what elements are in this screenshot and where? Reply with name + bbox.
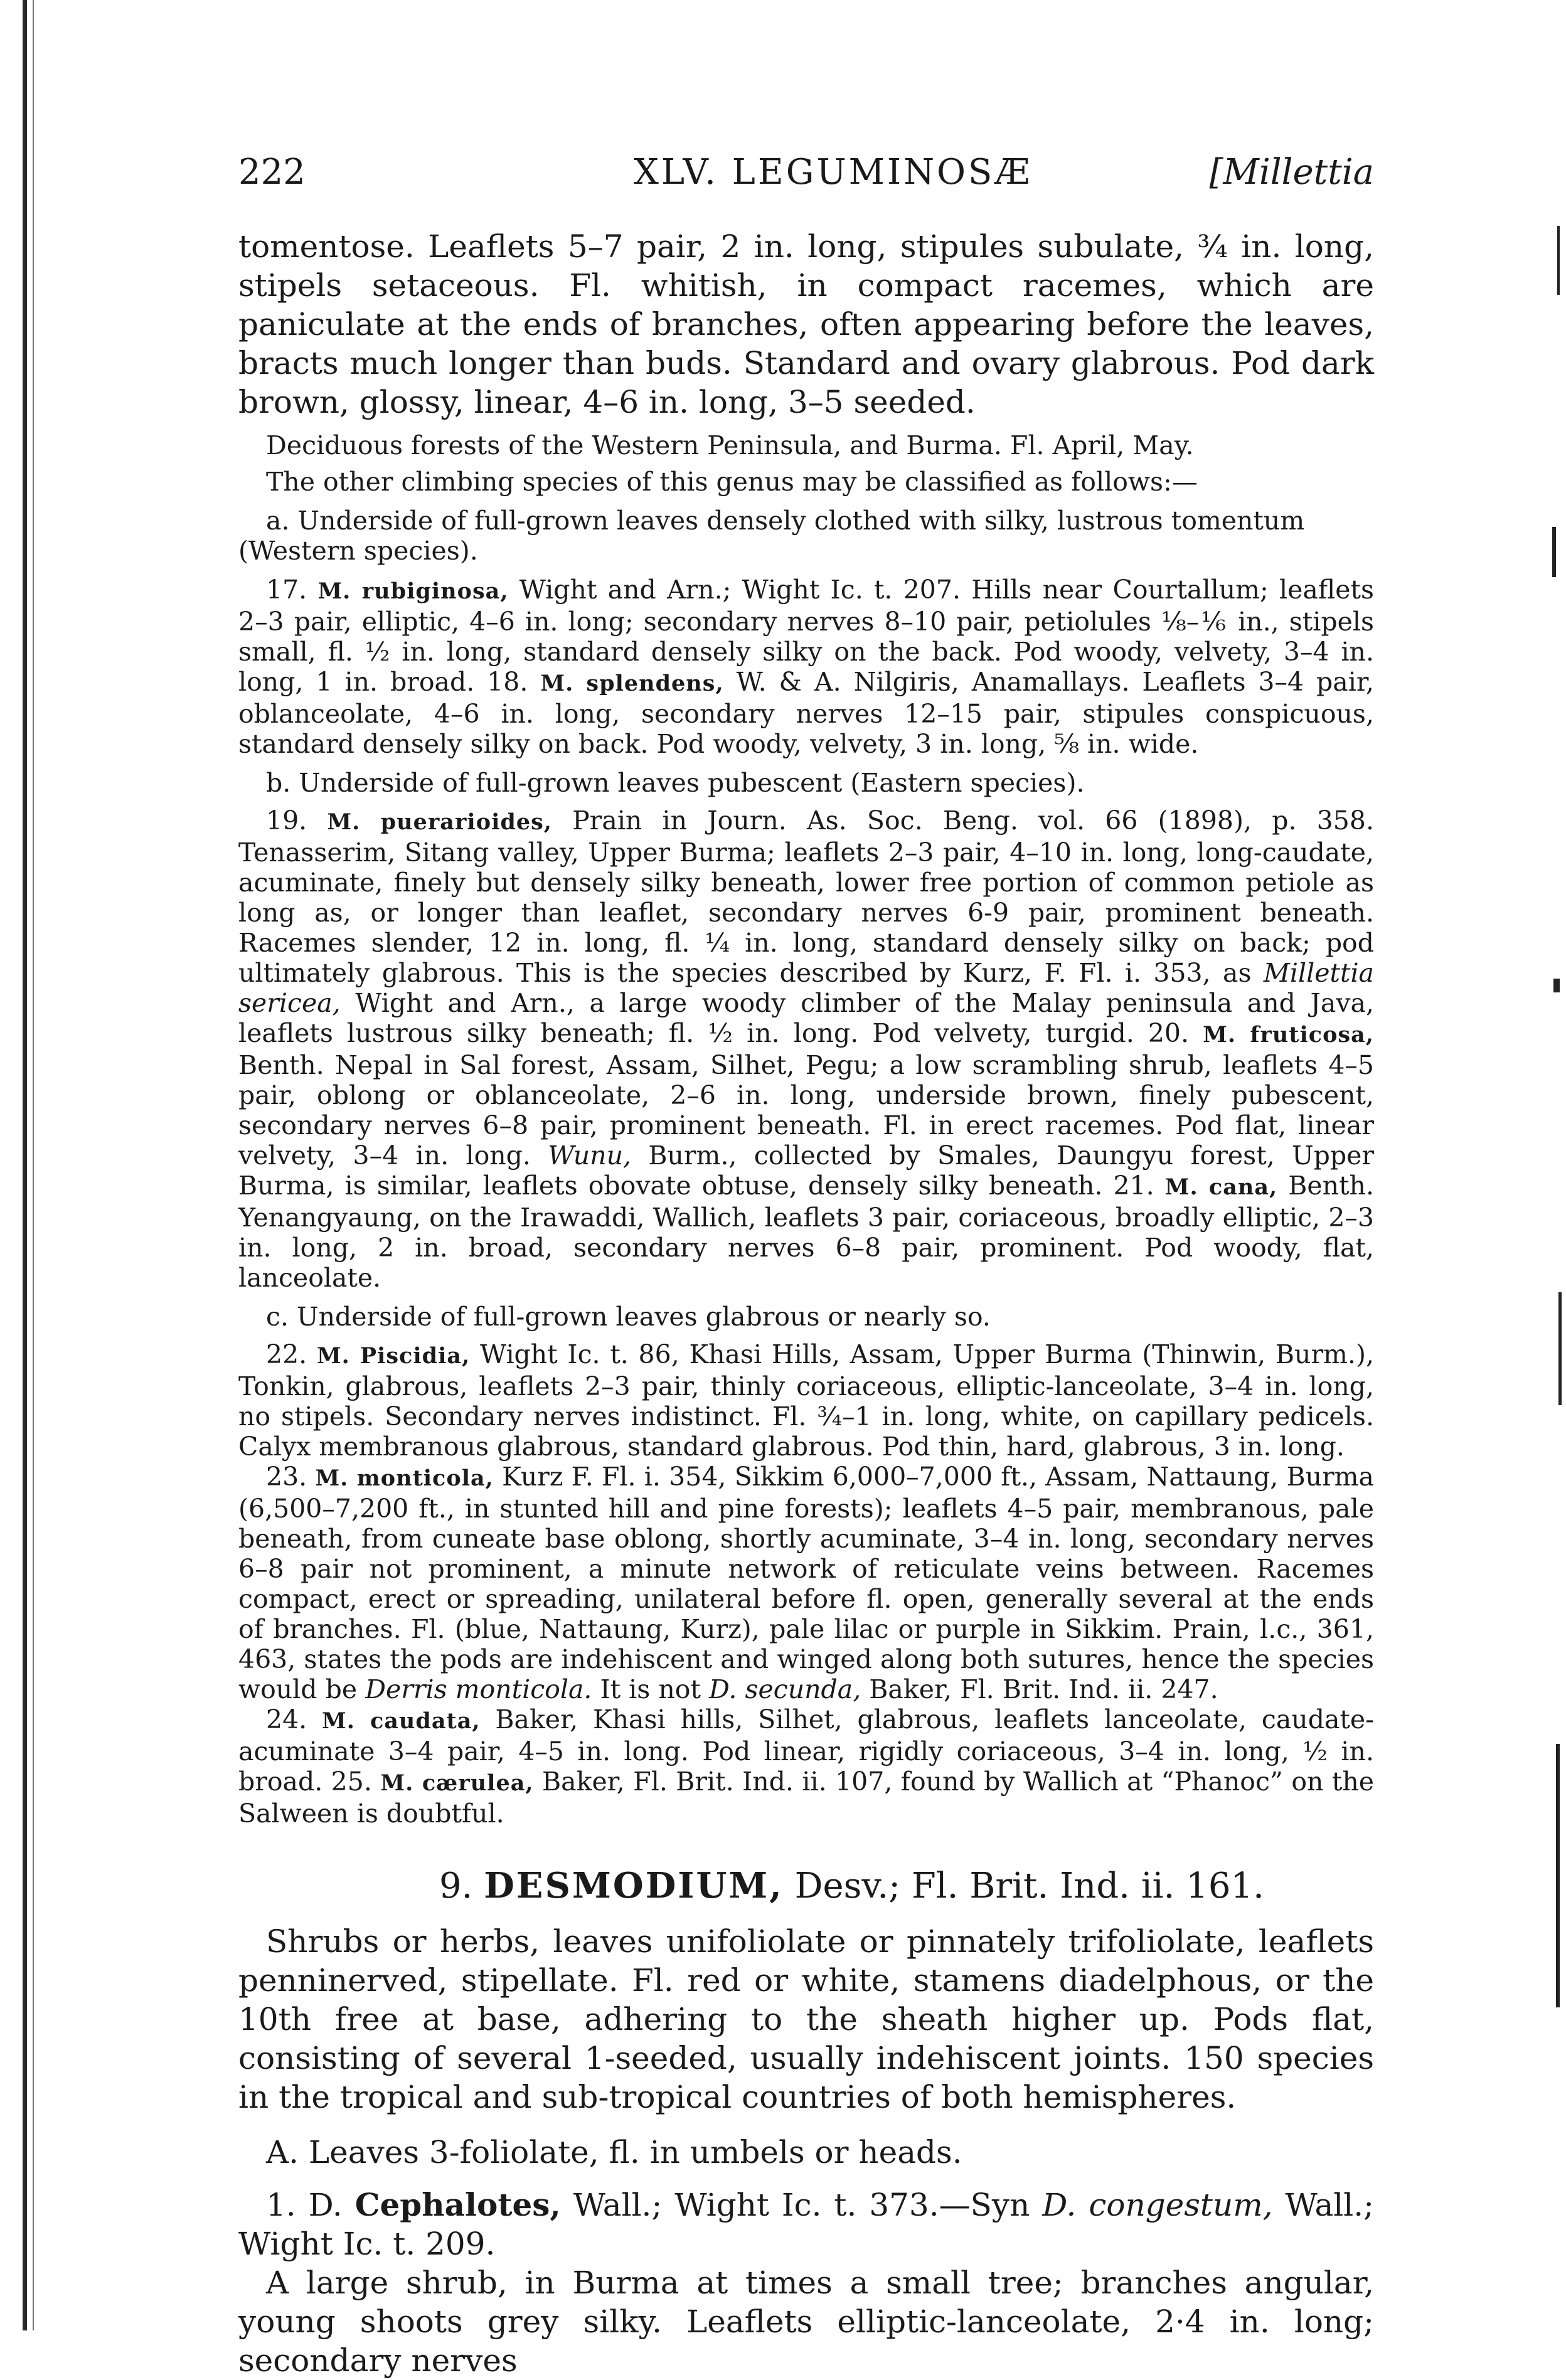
margin-mark <box>1558 1292 1562 1405</box>
distribution-note: Deciduous forests of the Western Peninsula, and Burma. Fl. April, May. <box>266 430 1194 460</box>
species-name: Cephalotes, <box>354 2186 561 2223</box>
species-name: M. Piscidia, <box>316 1343 471 1369</box>
species-name: M. puerarioides, <box>327 809 552 835</box>
section-a-heading: a. Underside of full-grown leaves densely clothed with silky, lustrous tomentum (Western species). <box>238 506 1305 566</box>
italic-name: Wunu, <box>548 1140 632 1171</box>
italic-name: Derris monticola. <box>365 1674 592 1704</box>
key-heading-a: A. Leaves 3-foliolate, fl. in umbels or heads. <box>266 2134 962 2170</box>
italic-name: D. secunda, <box>708 1674 861 1704</box>
section-c-species-23: 23. M. monticola, Kurz F. Fl. i. 354, Sikkim 6,000–7,000 ft., Assam, Nattaung, Burma (6,500–7,200 ft., in stunted hill and pine forests); leaflets 4–5 pair, membranous, pale beneath, from cuneate base oblong, shortly acuminate, 3–4 in. long, secondary nerves 6–8 pair not prominent, a minute network of reticulate veins between. Racemes compact, erect or spreading, unilateral before fl. open, generally several at the ends of branches. Fl. (blue, Nattaung, Kurz), pale lilac or purple in Sikkim. Prain, l.c., 361, 463, states the pods are indehiscent and winged along both sutures, hence the species would be Derris monticola. It is not D. secunda, Baker, Fl. Brit. Ind. ii. 247. <box>238 1462 1374 1704</box>
species-entry-title: 1. D. Cephalotes, Wall.; Wight Ic. t. 373.—Syn D. congestum, Wall.; Wight Ic. t. 209. <box>238 2186 1374 2262</box>
species-name: M. cærulea, <box>380 1770 534 1796</box>
genus-name: DESMODIUM, <box>484 1865 784 1906</box>
binding-edge-line-inner <box>33 0 34 2330</box>
section-a-species: 17. M. rubiginosa, Wight and Arn.; Wight Ic. t. 207. Hills near Courtallum; leaflets 2–3 pair, elliptic, 4–6 in. long; secondary nerves 8–10 pair, petiolules ⅛–⅙ in., stipels small, fl. ½ in. long, standard densely silky on the back. Pod woody, velvety, 3–4 in. long, 1 in. broad. 18. M. splendens, W. & A. Nilgiris, Anamallays. Leaflets 3–4 pair, oblanceolate, 4–6 in. long, secondary nerves 12–15 pair, stipules conspicuous, standard densely silky on back. Pod woody, velvety, 3 in. long, ⅝ in. wide. <box>238 575 1374 759</box>
page-number: 222 <box>238 152 306 193</box>
family-title: XLV. LEGUMINOSÆ <box>634 152 1033 193</box>
genus-heading: 9. DESMODIUM, Desv.; Fl. Brit. Ind. ii. 161. <box>439 1865 1264 1906</box>
page-body <box>238 227 1374 2380</box>
section-b-heading: b. Underside of full-grown leaves pubescent (Eastern species). <box>266 768 1085 798</box>
species-name: M. caudata, <box>322 1708 481 1734</box>
margin-mark <box>1553 979 1560 992</box>
continued-description: tomentose. Leaflets 5–7 pair, 2 in. long, stipules subulate, ¾ in. long, stipels setaceous. Fl. whitish, in compact racemes, which are paniculate at the ends of branches, often appearing before the leaves, bracts much longer than buds. Standard and ovary glabrous. Pod dark brown, glossy, linear, 4–6 in. long, 3–5 seeded. <box>238 228 1374 420</box>
species-name: M. monticola, <box>315 1465 494 1491</box>
synonym-name: D. congestum, <box>1042 2187 1273 2223</box>
section-c-heading: c. Underside of full-grown leaves glabrous or nearly so. <box>266 1302 991 1332</box>
margin-mark <box>1556 1744 1560 2007</box>
species-description: A large shrub, in Burma at times a small tree; branches angular, young shoots grey silky. Leaflets elliptic-lanceolate, 2·4 in. long; secondary nerves <box>238 2265 1374 2379</box>
italic-name: Millettia sericea, <box>238 958 1374 1018</box>
species-name: M. splendens, <box>540 671 724 696</box>
running-header <box>238 152 1374 196</box>
section-b-species: 19. M. puerarioides, Prain in Journ. As. Soc. Beng. vol. 66 (1898), p. 358. Tenasserim, Sitang valley, Upper Burma; leaflets 2–3 pair, 4–10 in. long, long-caudate, acuminate, finely but densely silky beneath, lower free portion of common petiole as long as, or longer than leaflet, secondary nerves 6-9 pair, prominent beneath. Racemes slender, 12 in. long, fl. ¼ in. long, standard densely silky on back; pod ultimately glabrous. This is the species described by Kurz, F. Fl. i. 353, as Millettia sericea, Wight and Arn., a large woody climber of the Malay peninsula and Java, leaflets lustrous silky beneath; fl. ½ in. long. Pod velvety, turgid. 20. M. fruticosa, Benth. Nepal in Sal forest, Assam, Silhet, Pegu; a low scrambling shrub, leaflets 4–5 pair, oblong or oblanceolate, 2–6 in. long, underside brown, finely pubescent, secondary nerves 6–8 pair, prominent beneath. Fl. in erect racemes. Pod flat, linear velvety, 3–4 in. long. Wunu, Burm., collected by Smales, Daungyu forest, Upper Burma, is similar, leaflets obovate obtuse, densely silky beneath. 21. M. cana, Benth. Yenangyaung, on the Irawaddi, Wallich, leaflets 3 pair, coriaceous, broadly elliptic, 2–3 in. long, 2 in. broad, secondary nerves 6–8 pair, prominent. Pod woody, flat, lanceolate. <box>238 805 1374 1293</box>
section-c-species-22: 22. M. Piscidia, Wight Ic. t. 86, Khasi Hills, Assam, Upper Burma (Thinwin, Burm.), Tonkin, glabrous, leaflets 2–3 pair, thinly coriaceous, elliptic-lanceolate, 3–4 in. long, no stipels. Secondary nerves indistinct. Fl. ¾–1 in. long, white, on capillary pedicels. Calyx membranous glabrous, standard glabrous. Pod thin, hard, glabrous, 3 in. long. <box>238 1339 1374 1462</box>
section-c-species-24: 24. M. caudata, Baker, Khasi hills, Silhet, glabrous, leaflets lanceolate, caudate-acuminate 3–4 pair, 4–5 in. long. Pod linear, rigidly coriaceous, 3–4 in. long, ½ in. broad. 25. M. cærulea, Baker, Fl. Brit. Ind. ii. 107, found by Wallich at “Phanoc” on the Salween is doubtful. <box>238 1704 1374 1829</box>
running-genus: [Millettia <box>1209 152 1374 193</box>
binding-edge-line <box>23 0 27 2330</box>
species-name: M. cana, <box>1164 1174 1278 1200</box>
species-name: M. fruticosa, <box>1203 1022 1374 1048</box>
genus-description: Shrubs or herbs, leaves unifoliolate or pinnately trifoliolate, leaflets penninerved, stipellate. Fl. red or white, stamens diadelphous, or the 10th free at base, adhering to the sheath higher up. Pods flat, consisting of several 1-seeded, usually indehiscent joints. 150 species in the tropical and sub-tropical countries of both hemispheres. <box>238 1923 1374 2115</box>
classification-intro: The other climbing species of this genus may be classified as follows:— <box>266 467 1198 497</box>
margin-mark <box>1552 527 1556 577</box>
margin-mark <box>1557 226 1560 295</box>
species-name: M. rubiginosa, <box>317 578 509 604</box>
